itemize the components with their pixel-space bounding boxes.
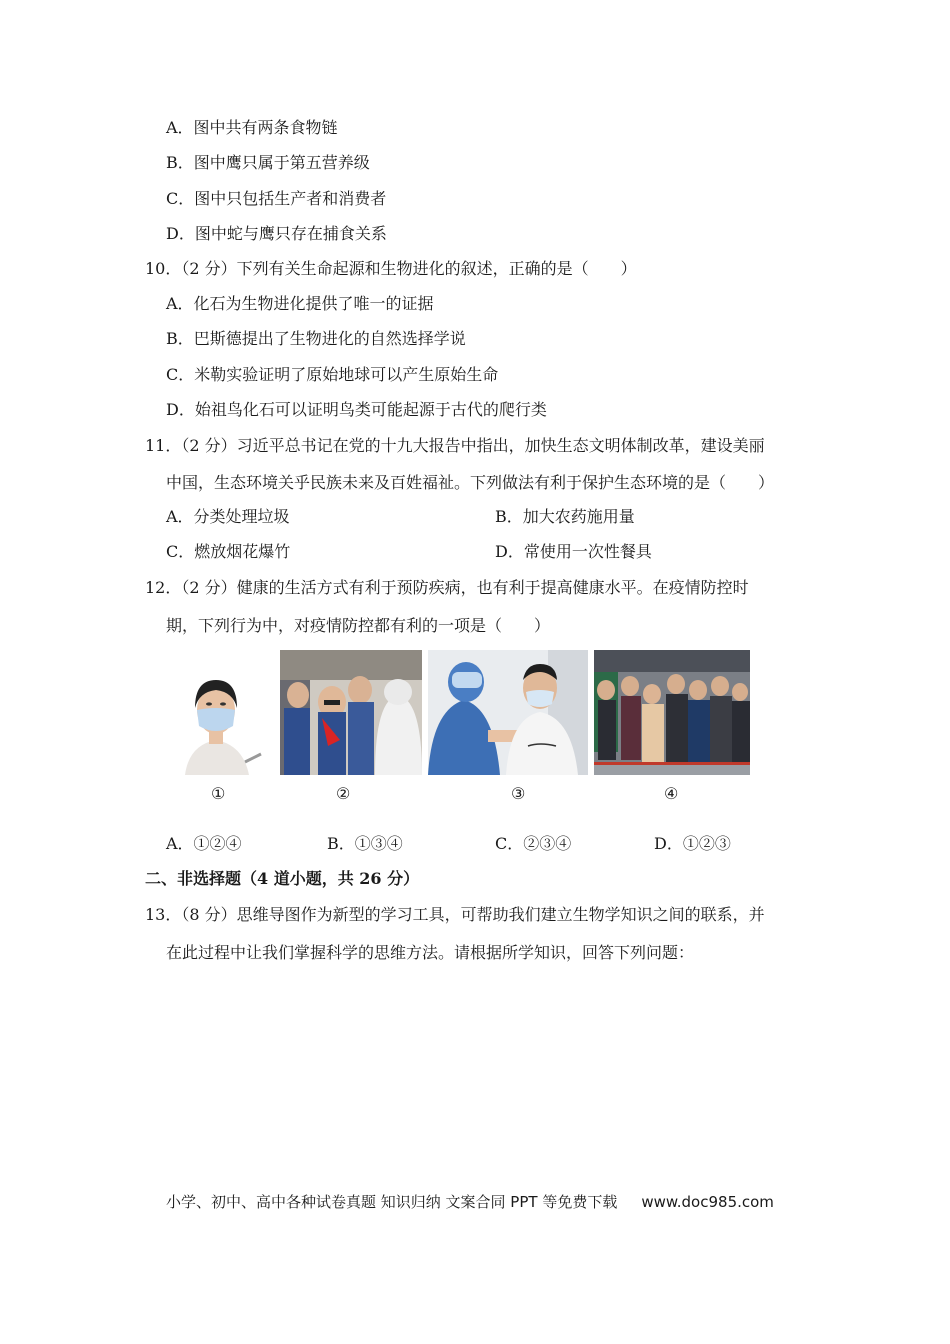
- q12-option-a: A．①②④: [166, 834, 242, 853]
- section2-heading: 二、非选择题（4 道小题，共 26 分）: [145, 869, 420, 888]
- photo-crowd: [594, 650, 750, 775]
- image-label-2: ②: [336, 784, 351, 803]
- q12-stem-line1: 12．（2 分）健康的生活方式有利于预防疾病，也有利于提高健康水平。在疫情防控时: [145, 578, 749, 597]
- q10-stem: 10．（2 分）下列有关生命起源和生物进化的叙述，正确的是（ ）: [145, 259, 637, 278]
- q13-stem-line1: 13．（8 分）思维导图作为新型的学习工具，可帮助我们建立生物学知识之间的联系，并: [145, 905, 765, 924]
- q9-option-d: D．图中蛇与鹰只存在捕食关系: [166, 224, 387, 243]
- q13-stem-line2: 在此过程中让我们掌握科学的思维方法。请根据所学知识，回答下列问题：: [166, 943, 695, 962]
- footer-site: www.doc985.com: [641, 1193, 774, 1211]
- q11-option-d: D．常使用一次性餐具: [495, 542, 652, 561]
- q9-option-c: C．图中只包括生产者和消费者: [166, 189, 387, 208]
- q12-option-d: D．①②③: [654, 834, 731, 853]
- q12-option-c: C．②③④: [495, 834, 572, 853]
- q11-option-b: B．加大农药施用量: [495, 507, 635, 526]
- q10-option-a: A．化石为生物进化提供了唯一的证据: [166, 294, 434, 313]
- footer-text: 小学、初中、高中各种试卷真题 知识归纳 文案合同 PPT 等免费下载: [166, 1193, 618, 1211]
- photo-woman-mask: [165, 650, 267, 775]
- q12-option-b: B．①③④: [327, 834, 403, 853]
- page-footer: [166, 1191, 774, 1212]
- image-label-4: ④: [664, 784, 679, 803]
- q11-stem-line1: 11．（2 分）习近平总书记在党的十九大报告中指出，加快生态文明体制改革，建设美丽: [145, 436, 765, 455]
- q10-option-b: B．巴斯德提出了生物进化的自然选择学说: [166, 329, 466, 348]
- image-label-1: ①: [211, 784, 226, 803]
- photo-vaccination: [428, 650, 588, 775]
- q12-stem-line2: 期，下列行为中，对疫情防控都有利的一项是（ ）: [166, 616, 551, 635]
- q11-option-c: C．燃放烟花爆竹: [166, 542, 291, 561]
- q10-option-d: D．始祖鸟化石可以证明鸟类可能起源于古代的爬行类: [166, 400, 547, 419]
- q9-option-b: B．图中鹰只属于第五营养级: [166, 153, 370, 172]
- photo-students-queue: [280, 650, 422, 775]
- q11-option-a: A．分类处理垃圾: [166, 507, 290, 526]
- image-label-3: ③: [511, 784, 526, 803]
- q10-option-c: C．米勒实验证明了原始地球可以产生原始生命: [166, 365, 499, 384]
- q9-option-a: A．图中共有两条食物链: [166, 118, 338, 137]
- q11-stem-line2: 中国，生态环境关乎民族未来及百姓福祉。下列做法有利于保护生态环境的是（ ）: [166, 473, 775, 492]
